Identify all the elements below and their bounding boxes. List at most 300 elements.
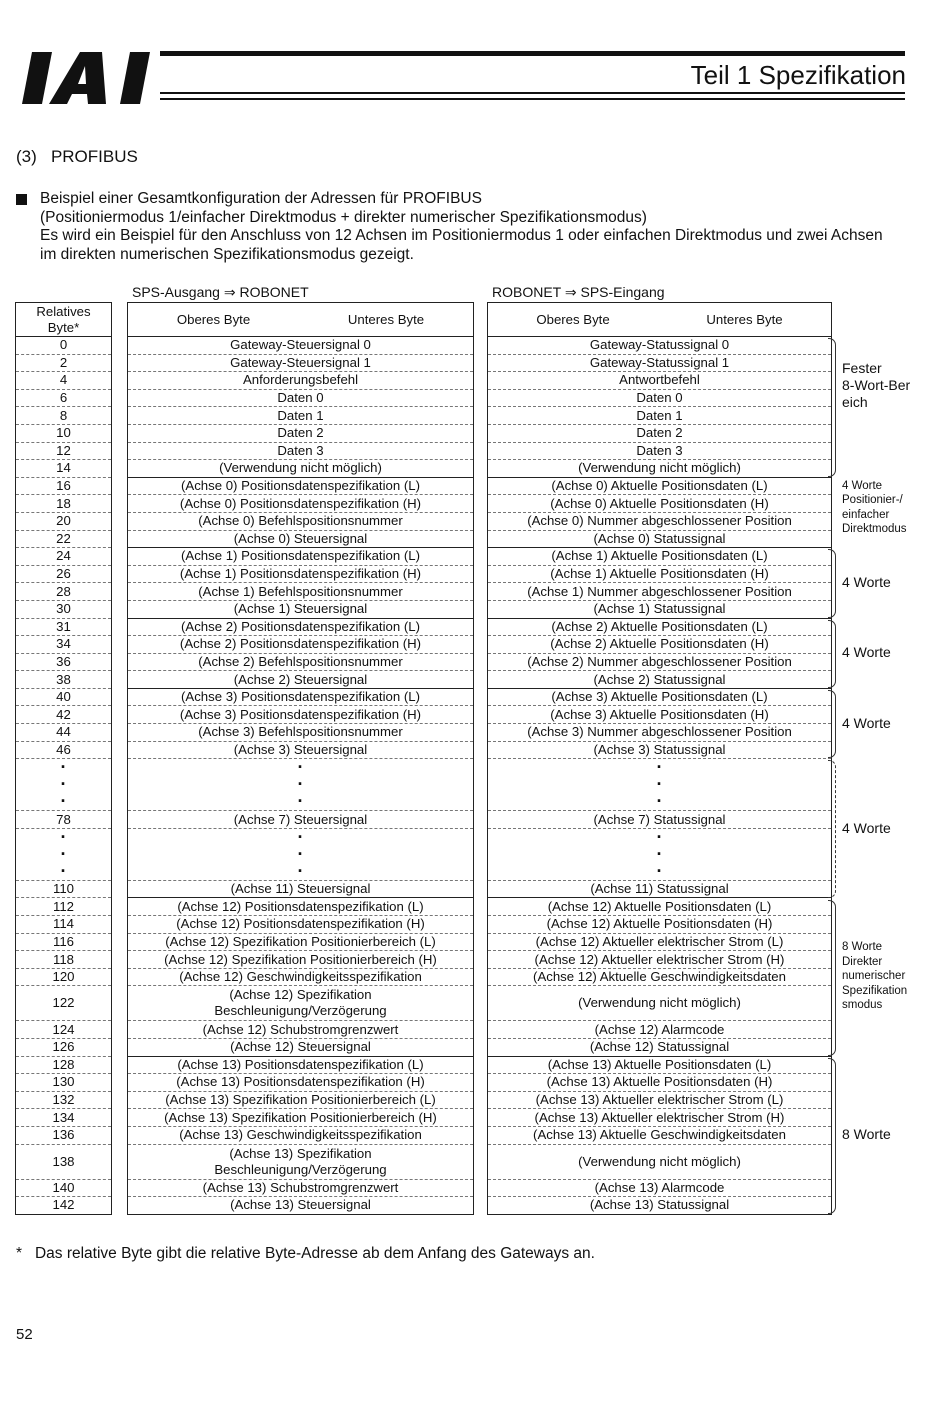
- table-row: [16, 389, 112, 407]
- table-row: [16, 741, 112, 759]
- input-cell: (Achse 0) Aktuelle Positionsdaten (L): [488, 477, 832, 495]
- table-row: [16, 600, 112, 618]
- section-title: (3) PROFIBUS: [16, 147, 138, 166]
- byte-cell: 20: [16, 512, 112, 530]
- input-cell: Gateway-Statussignal 0: [488, 337, 832, 355]
- byte-cell: 42: [16, 706, 112, 724]
- group-note: Fester 8-Wort-Ber eich: [842, 360, 911, 410]
- byte-cell: 128: [16, 1056, 112, 1074]
- table-row: [488, 600, 832, 618]
- output-cell: (Achse 0) Positionsdatenspezifikation (H): [128, 495, 474, 513]
- output-cell: (Achse 1) Positionsdatenspezifikation (L): [128, 548, 474, 566]
- output-cell: (Achse 13) Spezifikation Positionierbereich (H): [128, 1109, 474, 1127]
- table-row: [128, 460, 474, 478]
- table-row: [488, 424, 832, 442]
- input-cell: (Achse 13) Aktueller elektrischer Strom (L): [488, 1091, 832, 1109]
- group-note: 4 Worte: [842, 573, 891, 590]
- input-cell: · · ·: [488, 759, 832, 811]
- table-row: [488, 583, 832, 601]
- table-row: [16, 1074, 112, 1092]
- group-note: 4 Worte: [842, 644, 891, 661]
- byte-cell: 126: [16, 1039, 112, 1057]
- table-row: [128, 671, 474, 689]
- table-row: [488, 653, 832, 671]
- table-row: [128, 951, 474, 969]
- bullet-square-icon: [16, 194, 27, 205]
- group-note: 4 Worte: [842, 819, 891, 836]
- upper-byte-label: Oberes Byte: [176, 311, 251, 327]
- table-row: [128, 407, 474, 425]
- output-cell: (Achse 13) Geschwindigkeitsspezifikation: [128, 1126, 474, 1144]
- table-row: [488, 407, 832, 425]
- table-row: [128, 880, 474, 898]
- byte-cell: 116: [16, 933, 112, 951]
- input-cell: (Achse 1) Nummer abgeschlossener Position: [488, 583, 832, 601]
- table-row: [488, 1074, 832, 1092]
- output-cell: (Achse 0) Positionsdatenspezifikation (L): [128, 477, 474, 495]
- table-row: [128, 530, 474, 548]
- intro-line: im direkten numerischen Spezifikationsmodus gezeigt.: [40, 245, 414, 263]
- output-cell: (Achse 13) Schubstromgrenzwert: [128, 1179, 474, 1197]
- table-row: [488, 1197, 832, 1215]
- group-bracket: [828, 620, 836, 688]
- table-row: [488, 460, 832, 478]
- page-number: 52: [16, 1326, 33, 1343]
- byte-cell: 8: [16, 407, 112, 425]
- byte-cell: 40: [16, 688, 112, 706]
- table-row: [128, 706, 474, 724]
- byte-cell: 10: [16, 424, 112, 442]
- output-byte-header: [128, 303, 474, 337]
- table-row: [128, 337, 474, 355]
- group-note: 4 Worte: [842, 714, 891, 731]
- table-row: [16, 968, 112, 986]
- table-row: [16, 916, 112, 934]
- table-row: [16, 495, 112, 513]
- table-row: [16, 1039, 112, 1057]
- output-cell: (Achse 1) Positionsdatenspezifikation (H): [128, 565, 474, 583]
- table-row: [16, 583, 112, 601]
- input-cell: (Achse 13) Aktueller elektrischer Strom (H): [488, 1109, 832, 1127]
- byte-cell: 78: [16, 811, 112, 829]
- output-cell: Gateway-Steuersignal 0: [128, 337, 474, 355]
- table-row: [128, 898, 474, 916]
- table-row: [128, 1021, 474, 1039]
- input-cell: (Achse 1) Aktuelle Positionsdaten (H): [488, 565, 832, 583]
- intro-line: (Positioniermodus 1/einfacher Direktmodus + direkter numerischer Spezifikationsmodus): [40, 208, 647, 226]
- table-row: [16, 548, 112, 566]
- output-cell: Daten 2: [128, 424, 474, 442]
- output-cell: Gateway-Steuersignal 1: [128, 354, 474, 372]
- output-cell: · · ·: [128, 759, 474, 811]
- byte-cell: · · ·: [16, 828, 112, 880]
- input-cell: (Achse 2) Aktuelle Positionsdaten (H): [488, 636, 832, 654]
- output-cell: (Achse 0) Steuersignal: [128, 530, 474, 548]
- group-note: 4 Worte Positionier-/ einfacher Direktmodus: [842, 479, 907, 536]
- byte-cell: 16: [16, 477, 112, 495]
- footnote: * Das relative Byte gibt die relative Byte-Adresse ab dem Anfang des Gateways an.: [16, 1245, 595, 1262]
- table-row: [16, 354, 112, 372]
- byte-cell: 140: [16, 1179, 112, 1197]
- lower-byte-label: Unteres Byte: [706, 311, 783, 327]
- table-row: [488, 741, 832, 759]
- table-row: [128, 354, 474, 372]
- table-row: [16, 1126, 112, 1144]
- output-cell: (Achse 13) Spezifikation Positionierbereich (L): [128, 1091, 474, 1109]
- output-cell: (Achse 7) Steuersignal: [128, 811, 474, 829]
- table-row: [488, 495, 832, 513]
- table-row: [128, 724, 474, 742]
- table-row: [16, 1021, 112, 1039]
- output-cell: (Achse 13) Steuersignal: [128, 1197, 474, 1215]
- byte-cell: 124: [16, 1021, 112, 1039]
- table-row: [128, 968, 474, 986]
- table-row: [128, 986, 474, 1021]
- input-cell: (Achse 2) Aktuelle Positionsdaten (L): [488, 618, 832, 636]
- output-cell: (Achse 12) Steuersignal: [128, 1039, 474, 1057]
- group-note: 8 Worte: [842, 1126, 891, 1143]
- byte-cell: 112: [16, 898, 112, 916]
- table-row: [128, 512, 474, 530]
- input-cell: (Achse 12) Statussignal: [488, 1039, 832, 1057]
- output-cell: (Achse 3) Steuersignal: [128, 741, 474, 759]
- table-row: [128, 1074, 474, 1092]
- input-cell: (Verwendung nicht möglich): [488, 986, 832, 1021]
- table-row: [16, 706, 112, 724]
- table-row: [16, 1109, 112, 1127]
- table-row: [488, 1109, 832, 1127]
- input-cell: (Achse 13) Aktuelle Positionsdaten (H): [488, 1074, 832, 1092]
- output-cell: (Achse 1) Steuersignal: [128, 600, 474, 618]
- input-cell: Daten 3: [488, 442, 832, 460]
- table-row: [488, 354, 832, 372]
- table-row: [128, 653, 474, 671]
- table-row: [16, 1179, 112, 1197]
- table-row: [128, 618, 474, 636]
- table-row: [16, 636, 112, 654]
- table-row: [128, 372, 474, 390]
- table-row: [488, 1056, 832, 1074]
- byte-cell: 30: [16, 600, 112, 618]
- table-row: [16, 724, 112, 742]
- byte-cell: 44: [16, 724, 112, 742]
- output-cell: (Achse 12) Geschwindigkeitsspezifikation: [128, 968, 474, 986]
- group-bracket: [828, 1058, 836, 1214]
- table-row: [16, 671, 112, 689]
- table-row: [128, 424, 474, 442]
- byte-cell: 0: [16, 337, 112, 355]
- input-cell: (Achse 2) Statussignal: [488, 671, 832, 689]
- input-cell: (Achse 13) Statussignal: [488, 1197, 832, 1215]
- byte-cell: 2: [16, 354, 112, 372]
- byte-cell: 26: [16, 565, 112, 583]
- output-cell: (Achse 11) Steuersignal: [128, 880, 474, 898]
- header-rule-bottom-2: [160, 98, 905, 100]
- output-cell: · · ·: [128, 828, 474, 880]
- table-row: [488, 688, 832, 706]
- input-cell: (Achse 2) Nummer abgeschlossener Position: [488, 653, 832, 671]
- input-cell: Daten 2: [488, 424, 832, 442]
- group-bracket: [828, 690, 836, 758]
- byte-cell: 110: [16, 880, 112, 898]
- table-row: [488, 880, 832, 898]
- intro-line: Beispiel einer Gesamtkonfiguration der Adressen für PROFIBUS: [40, 190, 482, 207]
- input-cell: (Verwendung nicht möglich): [488, 1144, 832, 1179]
- table-row: [128, 495, 474, 513]
- table-row: [128, 741, 474, 759]
- byte-cell: 138: [16, 1144, 112, 1179]
- table-row: [128, 811, 474, 829]
- table-row: [488, 389, 832, 407]
- table-row: [488, 951, 832, 969]
- table-row: [488, 1039, 832, 1057]
- table-row: [488, 1144, 832, 1179]
- input-cell: Gateway-Statussignal 1: [488, 354, 832, 372]
- input-cell: (Achse 3) Nummer abgeschlossener Position: [488, 724, 832, 742]
- input-cell: (Achse 3) Aktuelle Positionsdaten (L): [488, 688, 832, 706]
- table-row: [128, 1091, 474, 1109]
- table-row: [488, 548, 832, 566]
- table-row: [488, 724, 832, 742]
- input-cell: (Achse 1) Aktuelle Positionsdaten (L): [488, 548, 832, 566]
- table-row: [16, 407, 112, 425]
- output-cell: (Verwendung nicht möglich): [128, 460, 474, 478]
- output-cell: Anforderungsbefehl: [128, 372, 474, 390]
- input-cell: (Achse 12) Aktueller elektrischer Strom (H): [488, 951, 832, 969]
- input-cell: (Achse 0) Nummer abgeschlossener Position: [488, 512, 832, 530]
- output-cell: (Achse 2) Positionsdatenspezifikation (H): [128, 636, 474, 654]
- table-row: [128, 636, 474, 654]
- byte-cell: 18: [16, 495, 112, 513]
- byte-cell: 4: [16, 372, 112, 390]
- byte-cell: 142: [16, 1197, 112, 1215]
- table-row: [488, 442, 832, 460]
- input-table: [487, 302, 832, 1215]
- table-row: [488, 636, 832, 654]
- output-cell: (Achse 12) Positionsdatenspezifikation (H): [128, 916, 474, 934]
- input-cell: (Achse 13) Alarmcode: [488, 1179, 832, 1197]
- byte-cell: 24: [16, 548, 112, 566]
- output-cell: (Achse 3) Positionsdatenspezifikation (L): [128, 688, 474, 706]
- input-cell: (Achse 12) Aktueller elektrischer Strom (L): [488, 933, 832, 951]
- input-cell: (Achse 1) Statussignal: [488, 600, 832, 618]
- table-row: [128, 916, 474, 934]
- table-row: [16, 688, 112, 706]
- byte-cell: 136: [16, 1126, 112, 1144]
- input-byte-header: [488, 303, 832, 337]
- table-row: [16, 880, 112, 898]
- byte-cell: 6: [16, 389, 112, 407]
- byte-cell: 12: [16, 442, 112, 460]
- table-row: [16, 477, 112, 495]
- input-column-title: ROBONET ⇒ SPS-Eingang: [492, 284, 665, 300]
- table-row: [488, 1021, 832, 1039]
- output-cell: (Achse 2) Positionsdatenspezifikation (L): [128, 618, 474, 636]
- output-cell: Daten 1: [128, 407, 474, 425]
- byte-cell: 120: [16, 968, 112, 986]
- byte-cell: 31: [16, 618, 112, 636]
- table-row: [16, 512, 112, 530]
- byte-cell: 36: [16, 653, 112, 671]
- table-row: [128, 389, 474, 407]
- byte-cell: · · ·: [16, 759, 112, 811]
- table-row: [488, 512, 832, 530]
- group-bracket: [828, 338, 836, 477]
- output-cell: (Achse 3) Befehlspositionsnummer: [128, 724, 474, 742]
- byte-cell: 38: [16, 671, 112, 689]
- table-row: [128, 1039, 474, 1057]
- table-row: [16, 460, 112, 478]
- table-row: [488, 811, 832, 829]
- table-row: [16, 337, 112, 355]
- output-cell: (Achse 13) Positionsdatenspezifikation (L): [128, 1056, 474, 1074]
- table-row: [488, 1091, 832, 1109]
- byte-cell: 130: [16, 1074, 112, 1092]
- table-row: [128, 688, 474, 706]
- byte-cell: 34: [16, 636, 112, 654]
- output-cell: (Achse 12) Spezifikation Positionierbereich (L): [128, 933, 474, 951]
- input-cell: (Achse 12) Aktuelle Geschwindigkeitsdaten: [488, 968, 832, 986]
- byte-cell: 118: [16, 951, 112, 969]
- table-row: [128, 933, 474, 951]
- input-cell: (Achse 0) Statussignal: [488, 530, 832, 548]
- output-table: [127, 302, 474, 1215]
- byte-header: Relatives Byte*: [16, 303, 112, 337]
- input-cell: (Verwendung nicht möglich): [488, 460, 832, 478]
- table-row: [488, 968, 832, 986]
- table-row: [488, 530, 832, 548]
- group-note: 8 Worte Direkter numerischer Spezifikation smodus: [842, 941, 908, 1012]
- upper-byte-label: Oberes Byte: [536, 311, 610, 327]
- output-cell: (Achse 0) Befehlspositionsnummer: [128, 512, 474, 530]
- table-row: [488, 671, 832, 689]
- input-cell: (Achse 12) Alarmcode: [488, 1021, 832, 1039]
- output-cell: (Achse 12) Schubstromgrenzwert: [128, 1021, 474, 1039]
- table-row: [128, 442, 474, 460]
- byte-cell: 122: [16, 986, 112, 1021]
- output-cell: (Achse 12) Positionsdatenspezifikation (L): [128, 898, 474, 916]
- table-row: [488, 828, 832, 880]
- output-cell: (Achse 13) Spezifikation Beschleunigung/Verzögerung: [128, 1144, 474, 1179]
- table-row: [16, 372, 112, 390]
- table-row: [16, 1144, 112, 1179]
- intro-paragraph: [16, 190, 936, 264]
- output-column-title: SPS-Ausgang ⇒ ROBONET: [132, 284, 309, 300]
- table-row: [488, 706, 832, 724]
- input-cell: Daten 0: [488, 389, 832, 407]
- byte-cell: 28: [16, 583, 112, 601]
- input-cell: Antwortbefehl: [488, 372, 832, 390]
- byte-cell: 132: [16, 1091, 112, 1109]
- table-row: [128, 1109, 474, 1127]
- table-row: [128, 1144, 474, 1179]
- output-cell: Daten 3: [128, 442, 474, 460]
- group-bracket: [828, 900, 836, 1056]
- input-cell: Daten 1: [488, 407, 832, 425]
- table-row: [488, 1179, 832, 1197]
- output-cell: (Achse 1) Befehlspositionsnummer: [128, 583, 474, 601]
- table-row: [488, 618, 832, 636]
- input-cell: (Achse 3) Aktuelle Positionsdaten (H): [488, 706, 832, 724]
- table-row: [16, 424, 112, 442]
- table-row: [16, 1056, 112, 1074]
- table-row: [16, 828, 112, 880]
- output-cell: (Achse 12) Spezifikation Positionierbereich (H): [128, 951, 474, 969]
- input-cell: (Achse 13) Aktuelle Positionsdaten (L): [488, 1056, 832, 1074]
- table-row: [16, 811, 112, 829]
- intro-line: Es wird ein Beispiel für den Anschluss von 12 Achsen im Positioniermodus 1 oder einfachen Direktmodus und zwei Achsen: [40, 227, 883, 244]
- byte-column-table: [15, 302, 112, 1215]
- table-row: [16, 565, 112, 583]
- table-row: [128, 1197, 474, 1215]
- table-row: [128, 600, 474, 618]
- header-rule-bottom: [160, 92, 905, 94]
- input-cell: (Achse 0) Aktuelle Positionsdaten (H): [488, 495, 832, 513]
- byte-cell: 46: [16, 741, 112, 759]
- output-cell: (Achse 3) Positionsdatenspezifikation (H): [128, 706, 474, 724]
- table-row: [488, 372, 832, 390]
- table-row: [16, 898, 112, 916]
- output-cell: Daten 0: [128, 389, 474, 407]
- table-row: [488, 933, 832, 951]
- table-row: [128, 759, 474, 811]
- table-row: [488, 898, 832, 916]
- output-cell: (Achse 13) Positionsdatenspezifikation (H): [128, 1074, 474, 1092]
- table-row: [128, 583, 474, 601]
- input-cell: (Achse 11) Statussignal: [488, 880, 832, 898]
- input-cell: (Achse 13) Aktuelle Geschwindigkeitsdaten: [488, 1126, 832, 1144]
- table-row: [16, 986, 112, 1021]
- header-rule-top: [160, 51, 905, 56]
- table-row: [16, 759, 112, 811]
- table-row: [16, 618, 112, 636]
- byte-cell: 114: [16, 916, 112, 934]
- byte-cell: 134: [16, 1109, 112, 1127]
- iai-logo: [22, 50, 162, 106]
- table-row: [488, 337, 832, 355]
- page-title: Teil 1 Spezifikation: [690, 60, 906, 90]
- table-row: [16, 1091, 112, 1109]
- table-row: [488, 565, 832, 583]
- input-cell: (Achse 12) Aktuelle Positionsdaten (H): [488, 916, 832, 934]
- table-row: [16, 530, 112, 548]
- byte-cell: 14: [16, 460, 112, 478]
- table-row: [128, 565, 474, 583]
- table-row: [488, 759, 832, 811]
- lower-byte-label: Unteres Byte: [347, 311, 425, 327]
- table-row: [488, 477, 832, 495]
- group-bracket: [828, 760, 836, 897]
- table-row: [16, 442, 112, 460]
- input-cell: · · ·: [488, 828, 832, 880]
- group-bracket: [828, 549, 836, 617]
- output-cell: (Achse 2) Befehlspositionsnummer: [128, 653, 474, 671]
- input-cell: (Achse 3) Statussignal: [488, 741, 832, 759]
- table-row: [128, 1126, 474, 1144]
- table-row: [128, 1179, 474, 1197]
- table-row: [16, 1197, 112, 1215]
- table-row: [16, 951, 112, 969]
- table-row: [128, 828, 474, 880]
- table-row: [128, 1056, 474, 1074]
- input-cell: (Achse 12) Aktuelle Positionsdaten (L): [488, 898, 832, 916]
- table-row: [16, 653, 112, 671]
- table-row: [16, 933, 112, 951]
- table-row: [488, 986, 832, 1021]
- output-cell: (Achse 12) Spezifikation Beschleunigung/Verzögerung: [128, 986, 474, 1021]
- byte-cell: 22: [16, 530, 112, 548]
- table-row: [488, 1126, 832, 1144]
